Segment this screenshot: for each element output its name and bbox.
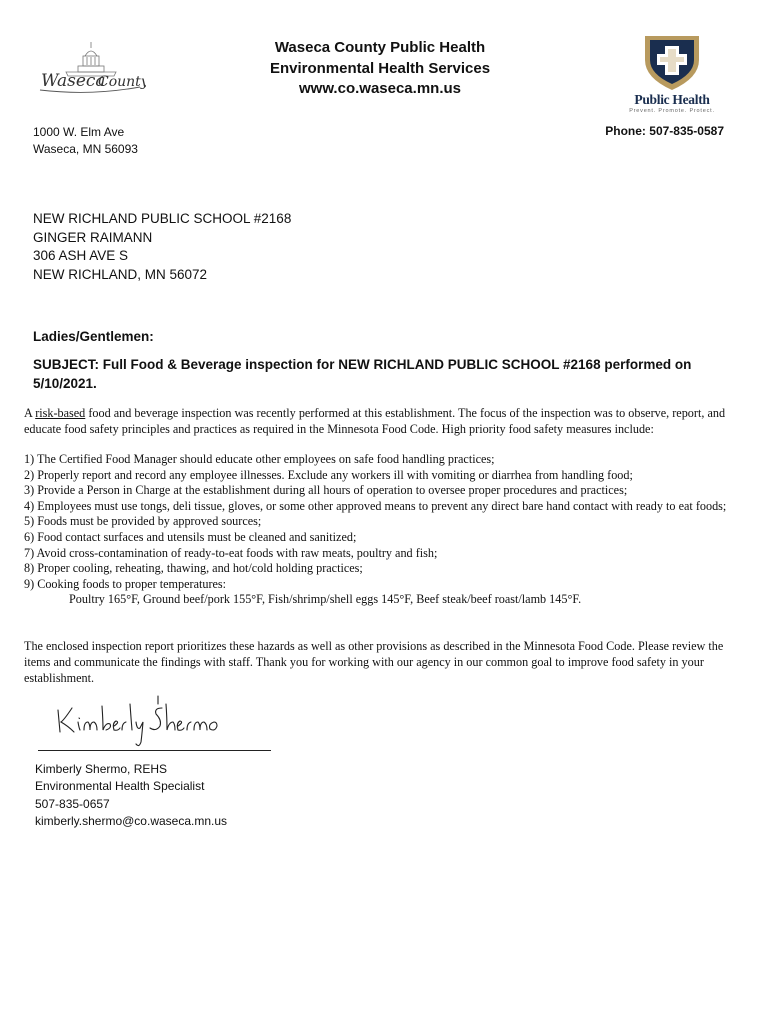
recipient-line-4: NEW RICHLAND, MN 56072 [33,266,208,282]
cooking-temperatures: Poultry 165°F, Ground beef/pork 155°F, Fish/shrimp/shell eggs 145°F, Beef steak/beef roast/lamb 145°F. [69,592,582,607]
list-item: 5) Foods must be provided by approved sources; [24,514,262,529]
list-item: 1) The Certified Food Manager should educate other employees on safe food handling practices; [24,452,495,466]
salutation: Ladies/Gentlemen: [33,329,154,344]
list-item: 6) Food contact surfaces and utensils must be cleaned and sanitized; [24,529,357,544]
recipient-line-2: GINGER RAIMANN [33,229,153,245]
org-name: Waseca County Public Health [274,39,486,56]
address-line-2: Waseca, MN 56093 [33,142,138,156]
list-item: 3) Provide a Person in Charge at the establishment during all hours of operation to oversee proper procedures and practices; [24,483,628,498]
public-health-logo [624,30,720,116]
signer-phone: 507-835-0657 [35,796,110,811]
dept-name: Environmental Health Services [269,59,491,77]
recipient-address [33,210,291,284]
sender-address [33,124,138,158]
signature-line [38,750,271,751]
sender-phone: Phone: 507-835-0587 [605,124,724,138]
county-logo [36,38,146,100]
intro-prefix: A [24,406,36,420]
list-item: 8) Proper cooling, reheating, thawing, and hot/cold holding practices; [24,561,363,576]
signer-title: Environmental Health Specialist [35,779,205,794]
letterhead [200,38,560,100]
address-line-1: 1000 W. Elm Ave [33,125,125,139]
list-item: 2) Properly report and record any employee illnesses. Exclude any workers ill with vomiting or diarrhea from handling food; [24,467,633,482]
intro-paragraph [24,405,734,437]
public-health-tagline: Prevent. Promote. Protect. [629,108,715,114]
closing-paragraph: The enclosed inspection report prioritizes these hazards as well as other provisions as described in the Minnesota Food Code. Please review the items and communicate the findings with staff. Thank you for working with our agency in our common goal to improve food safety in your establishment. [24,639,724,685]
subject-line: SUBJECT: Full Food & Beverage inspection for NEW RICHLAND PUBLIC SCHOOL #2168 performed on 5/10/2021. [33,357,692,391]
shield-icon [624,30,720,92]
list-item: 4) Employees must use tongs, deli tissue, gloves, or some other approved means to prevent any direct bare hand contact with ready to eat foods; [24,498,727,513]
risk-based-term: risk-based [35,406,86,420]
recipient-line-1: NEW RICHLAND PUBLIC SCHOOL #2168 [33,211,292,226]
handwritten-signature [50,692,250,752]
intro-text: food and beverage inspection was recently performed at this establishment. The focus of the inspection was to observe, report, and educate food safety principles and practices as required in the Minnesota Food Code. High priority food safety measures include: [24,406,726,436]
signer-block [35,761,227,830]
signer-email: kimberly.shermo@co.waseca.mn.us [35,813,228,828]
list-item: 9) Cooking foods to proper temperatures: [24,576,227,591]
recipient-line-3: 306 ASH AVE S [33,248,129,263]
svg-text:County: County [98,74,146,90]
list-item: 7) Avoid cross-contamination of ready-to-eat foods with raw meats, poultry and fish; [24,545,438,560]
public-health-wordmark: Public Health [634,92,710,107]
website: www.co.waseca.mn.us [298,80,461,97]
signer-name: Kimberly Shermo, REHS [35,762,168,776]
svg-text:Waseca: Waseca [41,71,106,91]
safety-measures-list [24,452,734,608]
